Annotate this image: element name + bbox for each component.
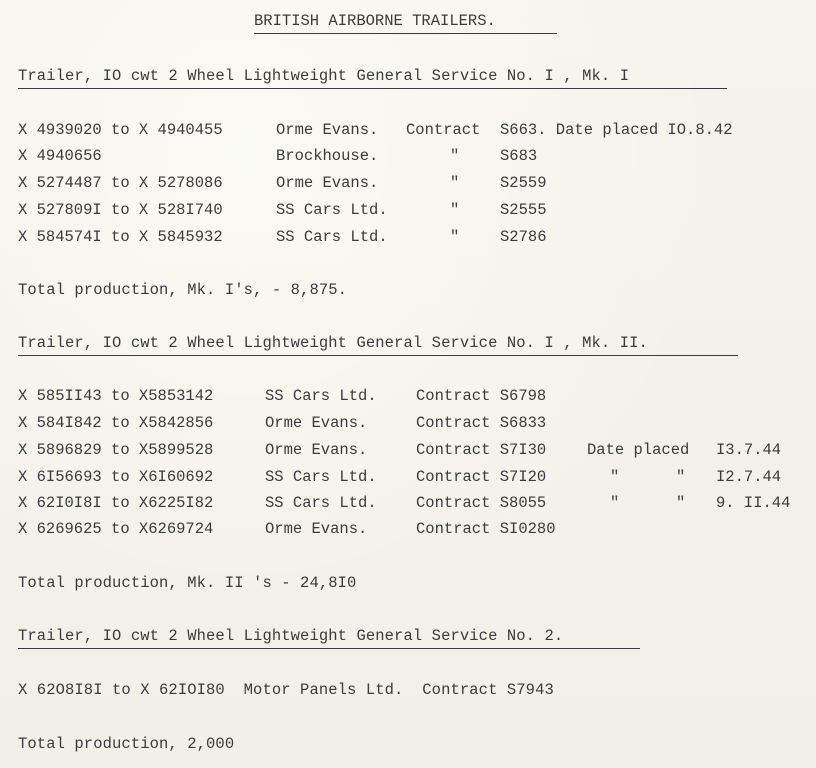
section1-heading: Trailer, IO cwt 2 Wheel Lightweight General Service No. I , Mk. I: [18, 67, 630, 85]
maker: Brockhouse.: [276, 147, 379, 165]
document-title: BRITISH AIRBORNE TRAILERS.: [254, 12, 496, 30]
serial-range: X 6I56693 to X6I60692: [18, 468, 214, 486]
ditto-mark: ": [610, 494, 620, 512]
section1-total: Total production, Mk. I's, - 8,875.: [18, 281, 348, 299]
ditto-mark: ": [450, 228, 460, 246]
ditto-mark: ": [676, 468, 686, 486]
maker: Orme Evans.: [265, 414, 368, 432]
serial-range: X 5274487 to X 5278086: [18, 174, 223, 192]
contract-number: Contract S7I20: [416, 468, 547, 486]
section2-heading: Trailer, IO cwt 2 Wheel Lightweight General Service No. I , Mk. II.: [18, 334, 648, 352]
maker: Orme Evans.: [276, 121, 379, 139]
section3-heading-underline: [18, 648, 640, 649]
contract-number: S2555: [500, 201, 547, 219]
maker: SS Cars Ltd.: [265, 387, 377, 405]
date-placed: 9. II.44: [716, 494, 791, 512]
maker: Orme Evans.: [265, 441, 368, 459]
contract-number: Contract S6833: [416, 414, 547, 432]
date-placed: I3.7.44: [716, 441, 782, 459]
serial-range: X 585II43 to X5853142: [18, 387, 214, 405]
contract-number: Contract S8055: [416, 494, 547, 512]
ditto-mark: ": [676, 494, 686, 512]
maker: SS Cars Ltd.: [276, 228, 388, 246]
serial-range: X 62I0I8I to X6225I82: [18, 494, 214, 512]
ditto-mark: ": [450, 174, 460, 192]
section2-total: Total production, Mk. II 's - 24,8I0: [18, 574, 357, 592]
contract-number: S2559: [500, 174, 547, 192]
maker: Orme Evans.: [276, 174, 379, 192]
maker: SS Cars Ltd.: [276, 201, 388, 219]
section3-heading: Trailer, IO cwt 2 Wheel Lightweight General Service No. 2.: [18, 627, 564, 645]
serial-range: X 4940656: [18, 147, 102, 165]
contract-number: Contract S6798: [416, 387, 547, 405]
serial-range: X 527809I to X 528I740: [18, 201, 223, 219]
maker: Orme Evans.: [265, 520, 368, 538]
contract-number: Contract SI0280: [416, 520, 556, 538]
ditto-mark: ": [450, 201, 460, 219]
maker: SS Cars Ltd.: [265, 494, 377, 512]
ditto-mark: ": [450, 147, 460, 165]
section1-heading-underline: [18, 88, 727, 89]
serial-range: X 584574I to X 5845932: [18, 228, 223, 246]
serial-range: X 4939020 to X 4940455: [18, 121, 223, 139]
date-placed: I2.7.44: [716, 468, 782, 486]
serial-range: X 5896829 to X5899528: [18, 441, 214, 459]
contract-label: Contract: [406, 121, 481, 139]
contract-number: S663. Date placed IO.8.42: [500, 121, 733, 139]
section3-total: Total production, 2,000: [18, 735, 235, 753]
contract-number: S2786: [500, 228, 547, 246]
section2-heading-underline: [18, 355, 738, 356]
contract-number: S683: [500, 147, 538, 165]
ditto-mark: ": [610, 468, 620, 486]
date-placed-label: Date placed: [587, 441, 690, 459]
title-underline: [254, 33, 557, 34]
maker: SS Cars Ltd.: [265, 468, 377, 486]
serial-range: X 6269625 to X6269724: [18, 520, 214, 538]
serial-range: X 584I842 to X5842856: [18, 414, 214, 432]
section3-row: X 62O8I8I to X 62IOI80 Motor Panels Ltd. Contract S7943: [18, 681, 554, 699]
contract-number: Contract S7I30: [416, 441, 547, 459]
